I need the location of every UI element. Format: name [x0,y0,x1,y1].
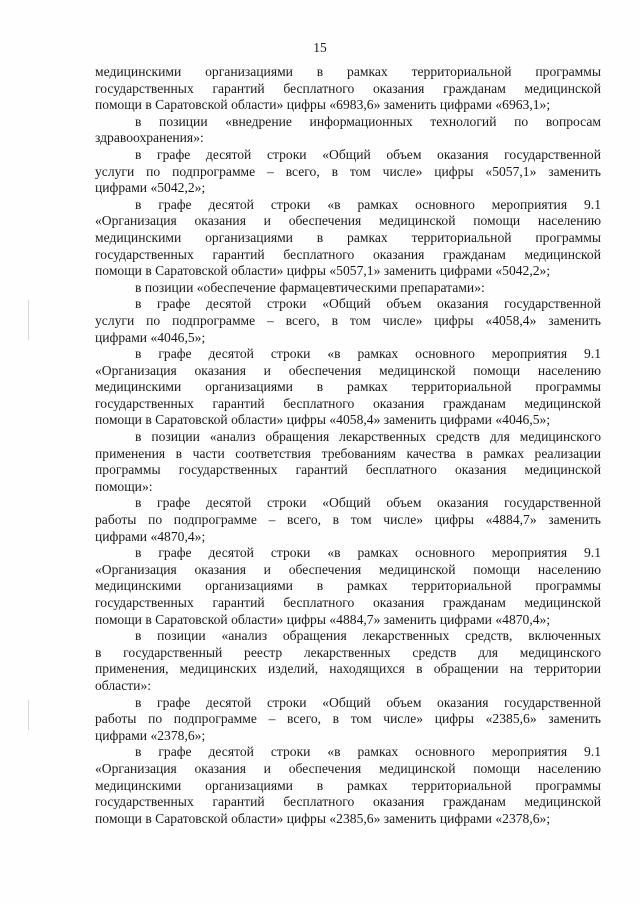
text-line: помощи в Саратовской области» цифры «2385,6» заменить цифрами «2378,6»; [95,810,551,826]
scan-artifact [28,300,29,340]
paragraph [95,280,601,297]
text-line: цифрами «5042,2»; [95,180,206,196]
text-line: медицинскими организациями в рамках территориальной программы [95,229,601,245]
text-line: медицинскими организациями в рамках территориальной программы [95,777,601,793]
paragraph [95,545,601,628]
paragraph [95,744,601,827]
text-line: области»: [95,677,152,693]
text-line: в позиции «внедрение информационных технологий по вопросам [135,113,601,129]
paragraph [95,296,601,346]
page-number: 15 [313,40,327,55]
text-line: медицинскими организациями в рамках территориальной программы [95,64,601,79]
document-body [95,64,601,827]
text-line: государственных гарантий бесплатного оказания гражданам медицинской [95,80,601,96]
text-line: в графе десятой строки «Общий объем оказания государственной [135,296,601,312]
paragraph [95,197,601,280]
paragraph [95,147,601,197]
text-line: в позиции «анализ обращения лекарственных средств, включенных [135,628,601,644]
text-line: медицинскими организациями в рамках территориальной программы [95,578,601,594]
text-line: применения, медицинских изделий, находящихся в обращении на территории [95,661,601,677]
text-line: «Организация оказания и обеспечения медицинской помощи населению [95,760,601,776]
text-line: цифрами «4870,4»; [95,528,206,544]
paragraph [95,114,601,147]
text-line: в графе десятой строки «Общий объем оказания государственной [135,694,601,710]
text-line: государственных гарантий бесплатного оказания гражданам медицинской [95,246,601,262]
text-line: здравоохранения»: [95,130,204,146]
paragraph [95,695,601,745]
text-line: «Организация оказания и обеспечения медицинской помощи населению [95,362,601,378]
text-line: в позиции «анализ обращения лекарственных средств для медицинского [135,429,601,445]
text-line: в государственный реестр лекарственных средств для медицинского [95,644,601,660]
text-line: в графе десятой строки «в рамках основного мероприятия 9.1 [135,744,601,760]
text-line: в позиции «обеспечение фармацевтическими препаратами»: [135,279,485,295]
text-line: государственных гарантий бесплатного оказания гражданам медицинской [95,794,601,810]
text-line: услуги по подпрограмме – всего, в том числе» цифры «4058,4» заменить [95,312,601,328]
text-line: помощи в Саратовской области» цифры «6983,6» заменить цифрами «6963,1»; [95,97,551,113]
text-line: в графе десятой строки «в рамках основного мероприятия 9.1 [135,545,601,561]
text-line: в графе десятой строки «в рамках основного мероприятия 9.1 [135,346,601,362]
text-line: услуги по подпрограмме – всего, в том числе» цифры «5057,1» заменить [95,163,601,179]
text-line: цифрами «4046,5»; [95,329,206,345]
text-line: работы по подпрограмме – всего, в том числе» цифры «4884,7» заменить [95,512,601,528]
text-line: государственных гарантий бесплатного оказания гражданам медицинской [95,395,601,411]
text-line: в графе десятой строки «в рамках основного мероприятия 9.1 [135,196,601,212]
text-line: в графе десятой строки «Общий объем оказания государственной [135,495,601,511]
paragraph [95,346,601,429]
text-line: применения в части соответствия требованиям качества в рамках реализации [95,445,601,461]
text-line: помощи»: [95,478,153,494]
text-line: работы по подпрограмме – всего, в том числе» цифры «2385,6» заменить [95,711,601,727]
text-line: программы государственных гарантий бесплатного оказания медицинской [95,462,601,478]
paragraph [95,429,601,495]
paragraph [95,628,601,694]
text-line: «Организация оказания и обеспечения медицинской помощи населению [95,213,601,229]
text-line: помощи в Саратовской области» цифры «5057,1» заменить цифрами «5042,2»; [95,263,551,279]
text-line: «Организация оказания и обеспечения медицинской помощи населению [95,561,601,577]
text-line: медицинскими организациями в рамках территориальной программы [95,379,601,395]
scan-artifact [28,700,29,730]
text-line: помощи в Саратовской области» цифры «4058,4» заменить цифрами «4046,5»; [95,412,551,428]
paragraph [95,64,601,114]
text-line: в графе десятой строки «Общий объем оказания государственной [135,146,601,162]
paragraph [95,495,601,545]
text-line: государственных гарантий бесплатного оказания гражданам медицинской [95,595,601,610]
text-line: помощи в Саратовской области» цифры «4884,7» заменить цифрами «4870,4»; [95,611,551,627]
text-line: цифрами «2378,6»; [95,727,206,743]
